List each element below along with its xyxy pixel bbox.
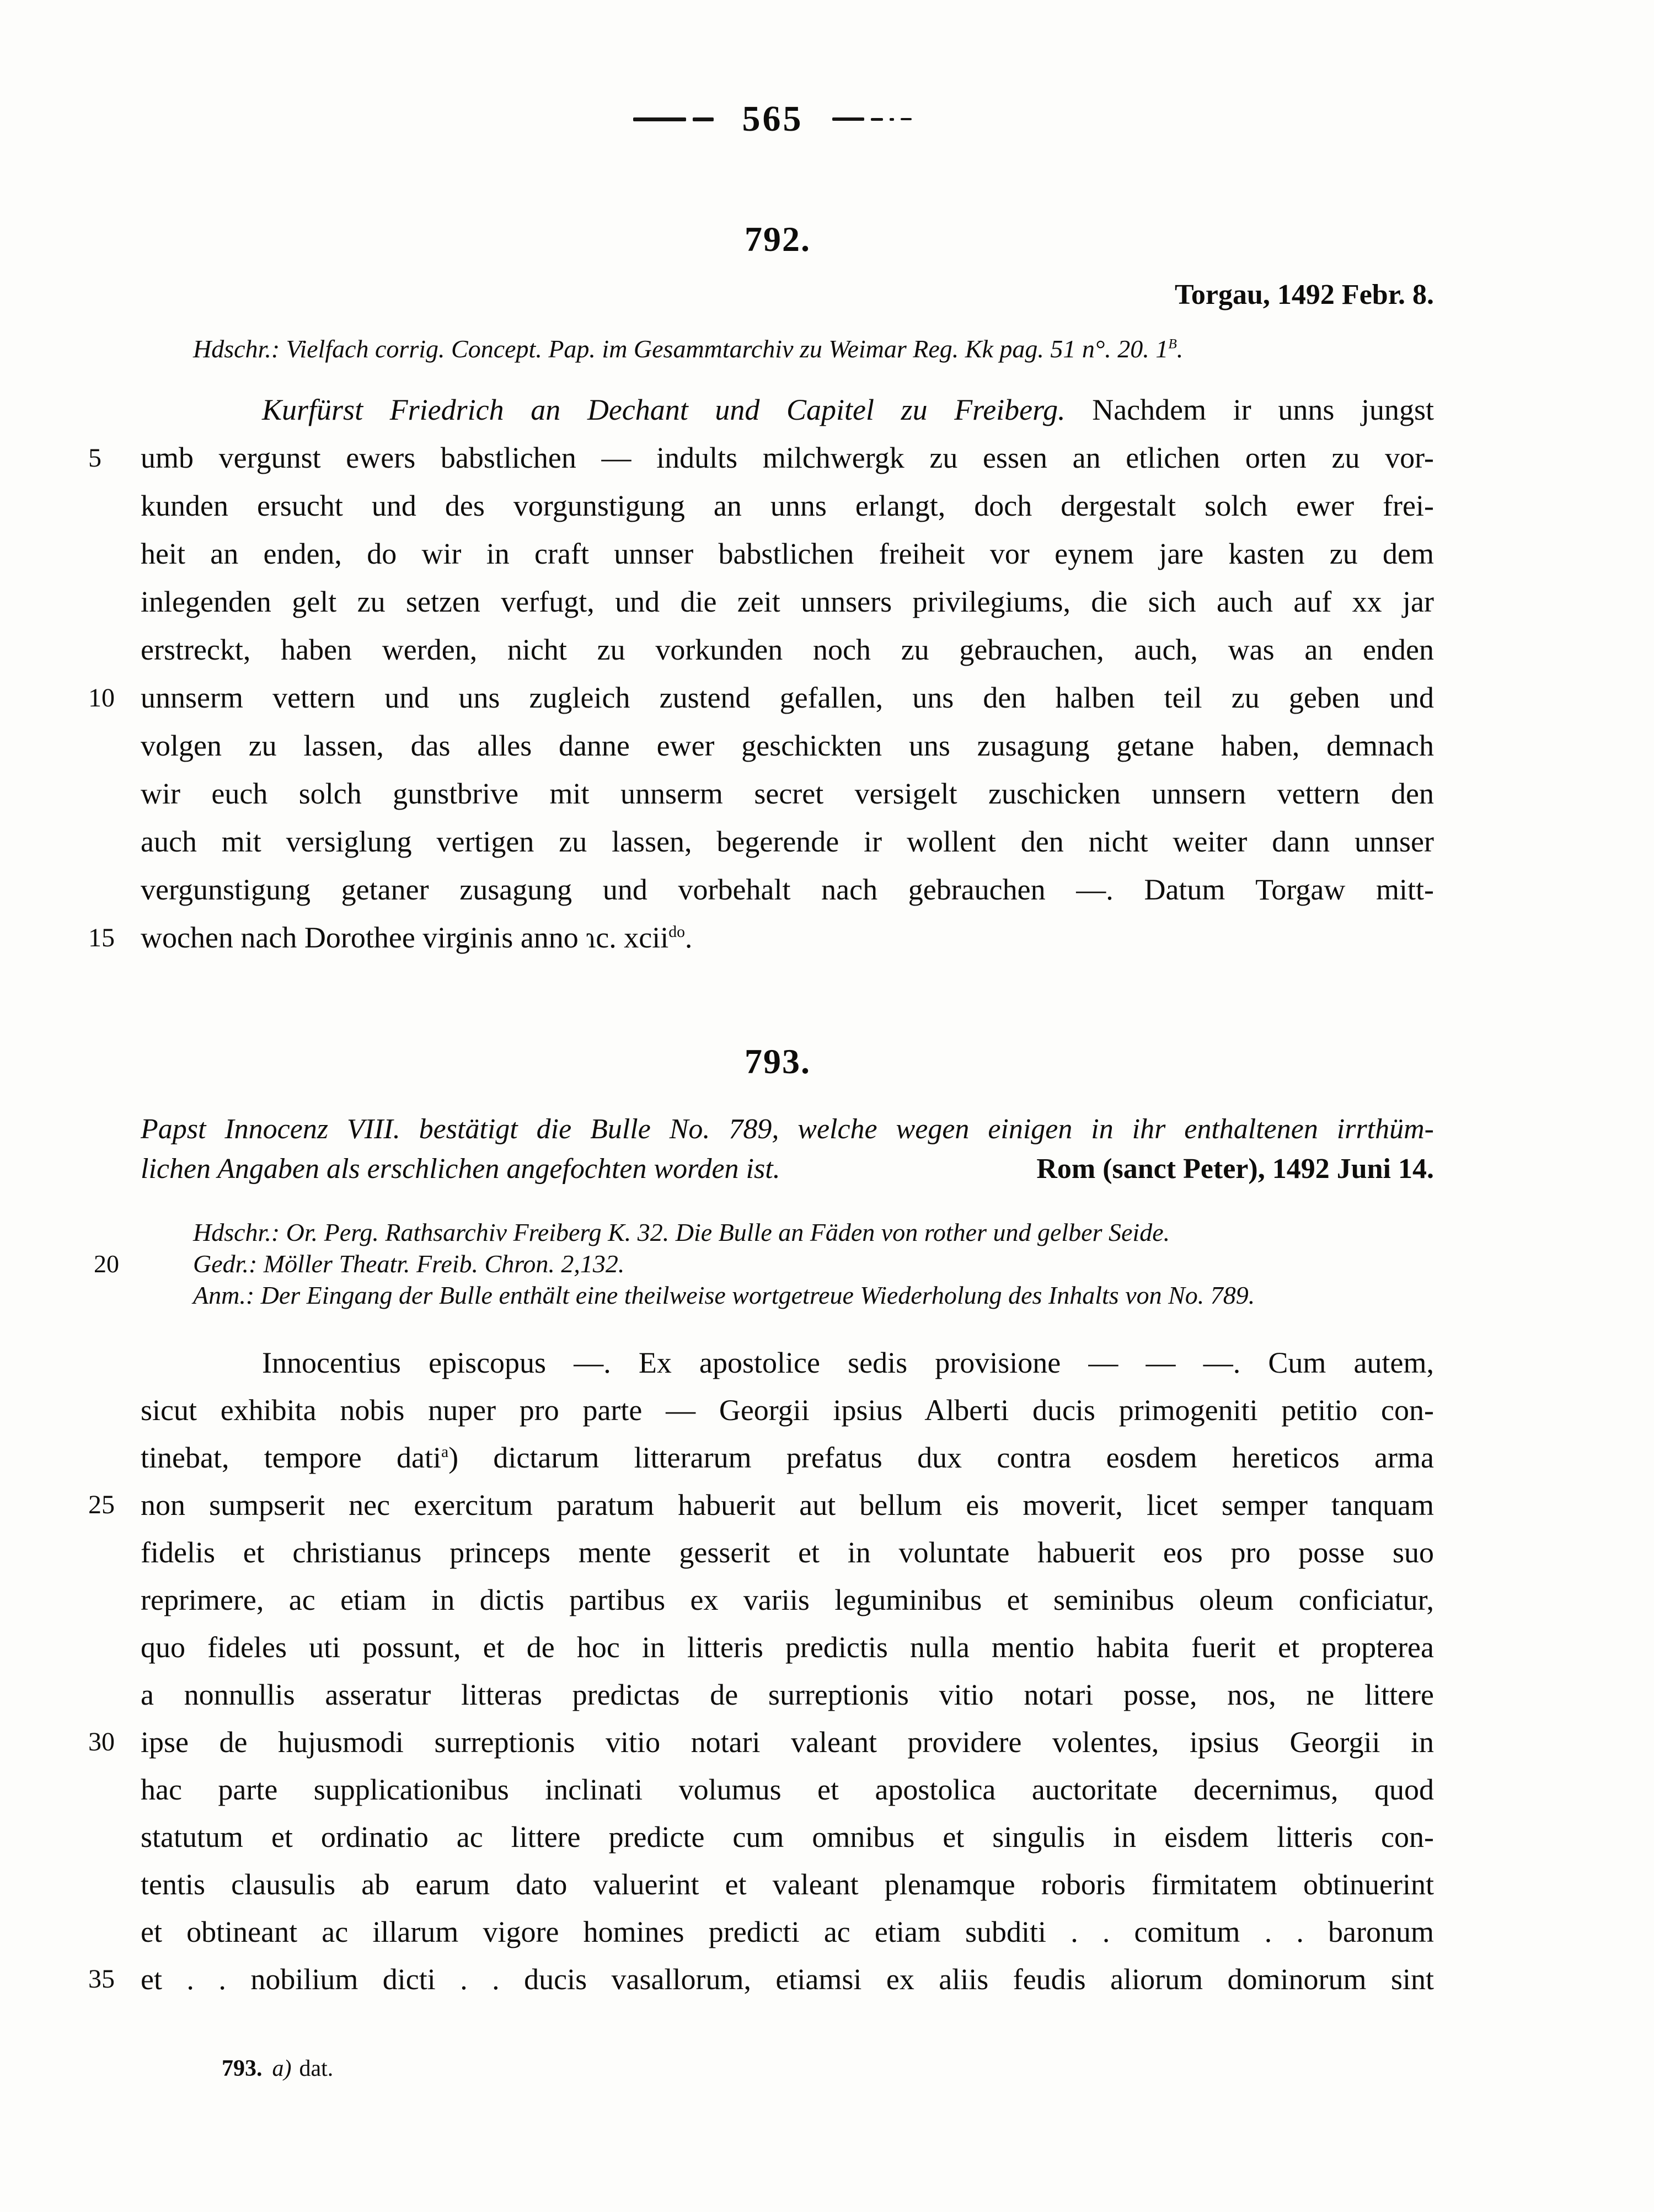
text-line <box>193 333 1434 365</box>
text-line <box>141 1908 1434 1956</box>
text-line <box>88 1481 1434 1529</box>
text-line <box>141 818 1434 866</box>
text-segment: quo fideles uti possunt, et de hoc in litteris predictis nulla mentio habita fuerit et propterea <box>141 1631 1434 1664</box>
text-segment: Papst Innocenz VIII. bestätigt die Bulle No. 789, welche wegen einigen in ihr enthaltenen irrthüm- <box>141 1113 1434 1145</box>
text-line <box>88 1718 1434 1766</box>
text-line <box>141 1529 1434 1576</box>
doc-792-number: 792. <box>745 219 811 259</box>
text-segment: Hdschr.: Vielfach corrig. Concept. Pap. im Gesammtarchiv zu Weimar Reg. Kk pag. 51 n°. 20. 1 <box>193 335 1169 363</box>
text-segment: wir euch solch gunstbrive mit unnserm secret versigelt zuschicken unnsern vettern den <box>141 777 1434 810</box>
text-segment: hac parte supplicationibus inclinati volumus et apostolica auctoritate decernimus, quod <box>141 1773 1434 1806</box>
text-line <box>141 386 1434 434</box>
margin-line-number: 5 <box>88 443 101 473</box>
doc-793-source-notes <box>94 1217 1434 1311</box>
text-line <box>141 1576 1434 1624</box>
dash-mark <box>832 117 864 121</box>
text-segment: heit an enden, do wir in craft unnser babstlichen freiheit vor eynem jare kasten zu dem <box>141 537 1434 570</box>
text-segment: statutum et ordinatio ac littere predicte cum omnibus et singulis in eisdem litteris con- <box>141 1820 1434 1854</box>
superscript-mark: a <box>441 1443 449 1461</box>
text-segment: non sumpserit nec exercitum paratum habuerit aut bellum eis moverit, licet semper tanquam <box>141 1488 1434 1522</box>
text-segment: ) dictarum litterarum prefatus dux contra eosdem hereticos arma <box>448 1441 1434 1474</box>
text-segment: tentis clausulis ab earum dato valuerint et valeant plenamque roboris firmitatem obtinuerint <box>141 1868 1434 1901</box>
text-segment: Nachdem ir unns jungst <box>1065 393 1434 426</box>
text-line <box>141 1813 1434 1861</box>
text-line <box>141 626 1434 674</box>
text-segment: Anm.: Der Eingang der Bulle enthält eine theilweise wortgetreue Wiederholung des Inhalts von No. 789. <box>193 1281 1255 1309</box>
header-dash-right <box>832 117 912 121</box>
text-segment: Gedr.: Möller Theatr. Freib. Chron. 2,132. <box>193 1250 625 1278</box>
text-segment: . <box>1176 335 1184 363</box>
doc-793-number: 793. <box>745 1042 811 1081</box>
text-segment: auch mit versiglung vertigen zu lassen, begerende ir wollent den nicht weiter dann unnser <box>141 825 1434 858</box>
footnote <box>222 2055 333 2082</box>
text-segment: et obtineant ac illarum vigore homines predicti ac etiam subditi . . comitum . . baronum <box>141 1915 1434 1948</box>
superscript-mark: B <box>1168 336 1177 352</box>
text-line <box>141 1386 1434 1434</box>
text-line <box>193 1217 1434 1248</box>
text-line <box>193 1279 1434 1311</box>
dash-mark <box>871 118 883 121</box>
text-line <box>141 770 1434 818</box>
text-line <box>141 1339 1434 1386</box>
text-line <box>141 578 1434 626</box>
dash-mark <box>693 117 714 121</box>
text-line <box>94 1248 1434 1279</box>
margin-line-number: 20 <box>94 1250 119 1278</box>
text-segment: . <box>684 921 693 954</box>
doc-793-summary-line2: lichen Angaben als erschlichen angefochten worden ist. <box>141 1153 780 1185</box>
text-segment: kunden ersucht und des vorgunstigung an unns erlangt, doch dergestalt solch ewer frei- <box>141 489 1434 522</box>
text-segment: Kurfürst Friedrich an Dechant und Capitel zu Freiberg. <box>262 393 1066 426</box>
margin-line-number: 15 <box>88 923 115 952</box>
text-line <box>88 434 1434 482</box>
text-segment: fidelis et christianus princeps mente gesserit et in voluntate habuerit eos pro posse suo <box>141 1536 1434 1569</box>
text-segment: vergunstigung getaner zusagung und vorbehalt nach gebrauchen —. Datum Torgaw mitt- <box>141 873 1434 906</box>
text-line <box>141 722 1434 770</box>
footnote-text: dat. <box>299 2056 334 2081</box>
text-segment: volgen zu lassen, das alles danne ewer geschickten uns zusagung getane haben, demnach <box>141 729 1434 762</box>
doc-793-summary-line1 <box>141 1107 1434 1151</box>
doc-793-dateline: Rom (sanct Peter), 1492 Juni 14. <box>1036 1153 1434 1185</box>
margin-line-number: 35 <box>88 1964 115 1994</box>
footnote-doc-number: 793. <box>222 2056 263 2081</box>
text-line <box>88 674 1434 722</box>
text-line <box>88 1956 1434 2003</box>
margin-line-number: 30 <box>88 1727 115 1756</box>
dash-mark <box>633 117 686 121</box>
running-head <box>593 101 951 137</box>
text-line <box>141 1434 1434 1481</box>
doc-793-summary-line2-row <box>141 1153 1434 1185</box>
margin-line-number: 25 <box>88 1490 115 1519</box>
text-segment: inlegenden gelt zu setzen verfugt, und die zeit unnsers privilegiums, die sich auch auf xx jar <box>141 585 1434 618</box>
text-line <box>88 914 1434 962</box>
text-line <box>141 482 1434 530</box>
doc-792-dateline: Torgau, 1492 Febr. 8. <box>1175 279 1434 310</box>
text-segment: et . . nobilium dicti . . ducis vasallorum, etiamsi ex aliis feudis aliorum dominorum sint <box>141 1963 1434 1996</box>
page-number: 565 <box>742 99 804 139</box>
text-line <box>141 1671 1434 1718</box>
text-segment: tinebat, tempore dati <box>141 1441 441 1474</box>
text-segment: unnserm vettern und uns zugleich zustend gefallen, uns den halben teil zu geben und <box>141 681 1434 714</box>
text-segment: reprimere, ac etiam in dictis partibus ex variis leguminibus et seminibus oleum conficiatur, <box>141 1583 1434 1616</box>
margin-line-number: 10 <box>88 683 115 713</box>
header-dash-left <box>633 117 714 121</box>
text-segment: Hdschr.: Or. Perg. Rathsarchiv Freiberg K. 32. Die Bulle an Fäden von rother und gelber Seide. <box>193 1218 1170 1246</box>
text-line <box>141 1861 1434 1908</box>
text-segment: wochen nach Dorothee virginis anno ɿc. xcii <box>141 921 669 954</box>
text-segment: sicut exhibita nobis nuper pro parte — Georgii ipsius Alberti ducis primogeniti petitio con- <box>141 1394 1434 1427</box>
doc-792-source-note <box>193 333 1434 365</box>
text-segment: umb vergunst ewers babstlichen — indults milchwergk zu essen an etlichen orten zu vor- <box>141 441 1434 474</box>
dash-mark <box>890 118 894 121</box>
text-line <box>141 866 1434 914</box>
text-line <box>141 1624 1434 1671</box>
footnote-mark: a) <box>272 2056 292 2081</box>
text-segment: Innocentius episcopus —. Ex apostolice sedis provisione — — —. Cum autem, <box>262 1346 1434 1379</box>
doc-793-body <box>88 1339 1434 2003</box>
doc-792-body <box>88 386 1434 962</box>
superscript-mark: do <box>668 923 685 941</box>
text-line <box>141 530 1434 578</box>
text-line <box>141 1107 1434 1151</box>
text-line <box>141 1766 1434 1813</box>
text-segment: erstreckt, haben werden, nicht zu vorkunden noch zu gebrauchen, auch, was an enden <box>141 633 1434 666</box>
dash-mark <box>901 118 912 120</box>
text-segment: ipse de hujusmodi surreptionis vitio notari valeant providere volentes, ipsius Georgii in <box>141 1726 1434 1759</box>
text-segment: a nonnullis asseratur litteras predictas de surreptionis vitio notari posse, nos, ne littere <box>141 1678 1434 1711</box>
